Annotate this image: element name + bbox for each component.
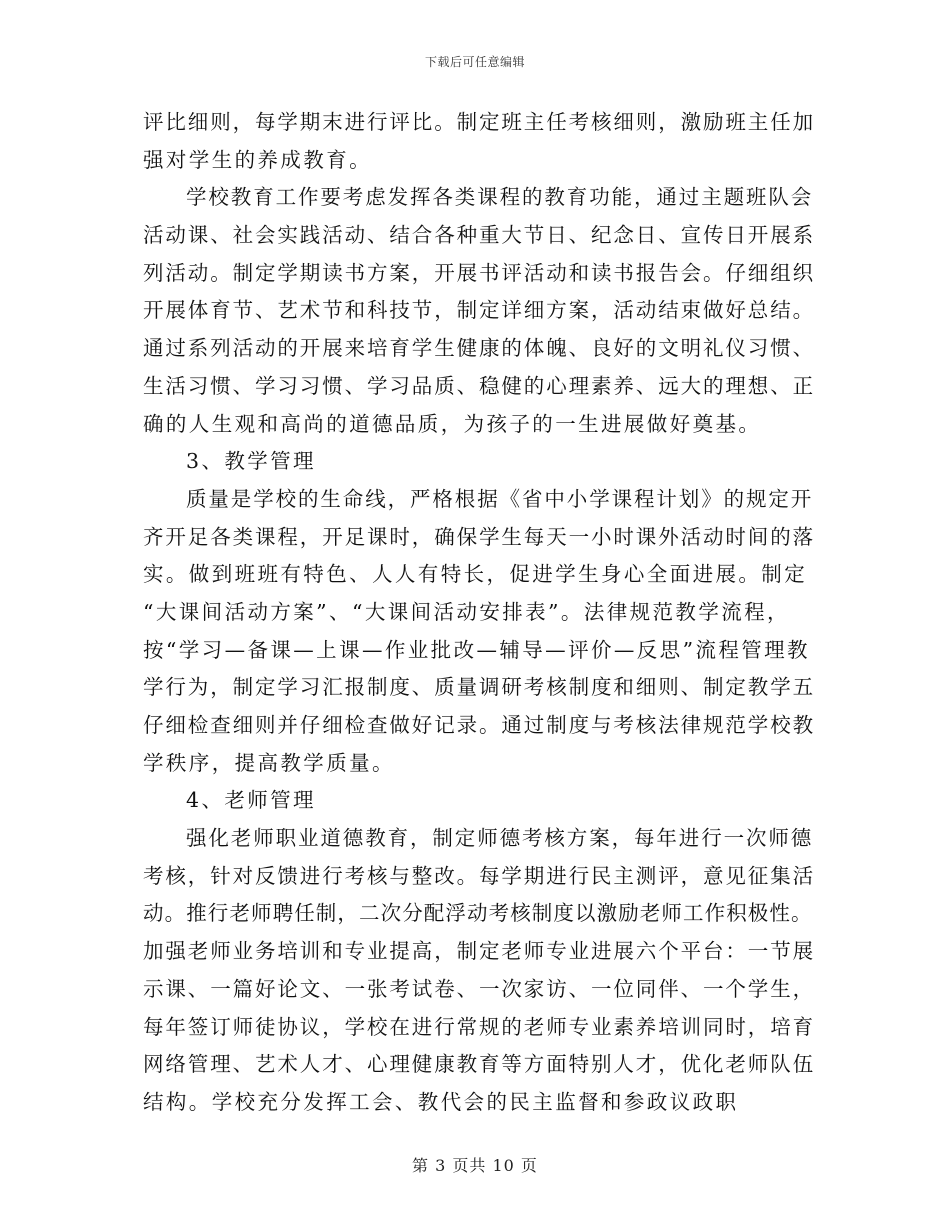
text-line: 活动课、社会实践活动、结合各种重大节日、纪念日、宣传日开展系 xyxy=(143,223,815,248)
document-body xyxy=(143,104,815,1122)
text-line: 结构。学校充分发挥工会、教代会的民主监督和参政议政职 xyxy=(143,1089,739,1114)
page-header: 下载后可任意编辑 xyxy=(424,55,525,69)
text-line: 强化老师职业道德教育，制定师德考核方案，每年进行一次师德 xyxy=(186,826,814,851)
text-line: 每年签订师徒协议，学校在进行常规的老师专业素养培训同时，培育 xyxy=(143,1014,815,1039)
text-line: 评比细则，每学期末进行评比。制定班主任考核细则，激励班主任加 xyxy=(143,110,815,134)
text-line: 3、教学管理 xyxy=(186,449,316,474)
text-line: 按“学习—备课—上课—作业批改—辅导—评价—反思”流程管理教 xyxy=(143,637,810,662)
text-line: 学秩序，提高教学质量。 xyxy=(143,750,395,775)
text-line: 强对学生的养成教育。 xyxy=(143,147,372,172)
text-line: 实。做到班班有特色、人人有特长，促进学生身心全面进展。制定 xyxy=(143,562,808,587)
text-line: 齐开足各类课程，开足课时，确保学生每天一小时课外活动时间的落 xyxy=(143,524,815,549)
text-line: “大课间活动方案”、“大课间活动安排表”。法律规范教学流程， xyxy=(143,599,790,624)
text-line: 4、老师管理 xyxy=(186,788,316,813)
text-line: 生活习惯、学习习惯、学习品质、稳健的心理素养、远大的理想、正 xyxy=(143,373,815,398)
text-line: 动。推行老师聘任制，二次分配浮动考核制度以激励老师工作积极性。 xyxy=(143,901,813,926)
text-line: 列活动。制定学期读书方案，开展书评活动和读书报告会。仔细组织 xyxy=(143,260,815,285)
text-line: 开展体育节、艺术节和科技节，制定详细方案，活动结束做好总结。 xyxy=(143,298,815,323)
text-line: 学行为，制定学习汇报制度、质量调研考核制度和细则、制定教学五 xyxy=(143,675,815,700)
text-line: 通过系列活动的开展来培育学生健康的体魄、良好的文明礼仪习惯、 xyxy=(143,336,815,361)
text-line: 确的人生观和高尚的道德品质，为孩子的一生进展做好奠基。 xyxy=(143,411,762,436)
text-line: 网络管理、艺术人才、心理健康教育等方面特别人才，优化老师队伍 xyxy=(143,1052,815,1077)
text-line: 仔细检查细则并仔细检查做好记录。通过制度与考核法律规范学校教 xyxy=(143,713,815,737)
page-footer: 第 3 页共 10 页 xyxy=(412,1156,538,1175)
text-line: 加强老师业务培训和专业提高，制定老师专业进展六个平台：一节展 xyxy=(143,939,815,964)
text-line: 考核，针对反馈进行考核与整改。每学期进行民主测评，意见征集活 xyxy=(143,863,815,888)
text-line: 质量是学校的生命线，严格根据《省中小学课程计划》的规定开 xyxy=(186,486,814,511)
text-line: 学校教育工作要考虑发挥各类课程的教育功能，通过主题班队会 xyxy=(186,185,814,210)
text-line: 示课、一篇好论文、一张考试卷、一次家访、一位同伴、一个学生， xyxy=(143,976,815,1001)
